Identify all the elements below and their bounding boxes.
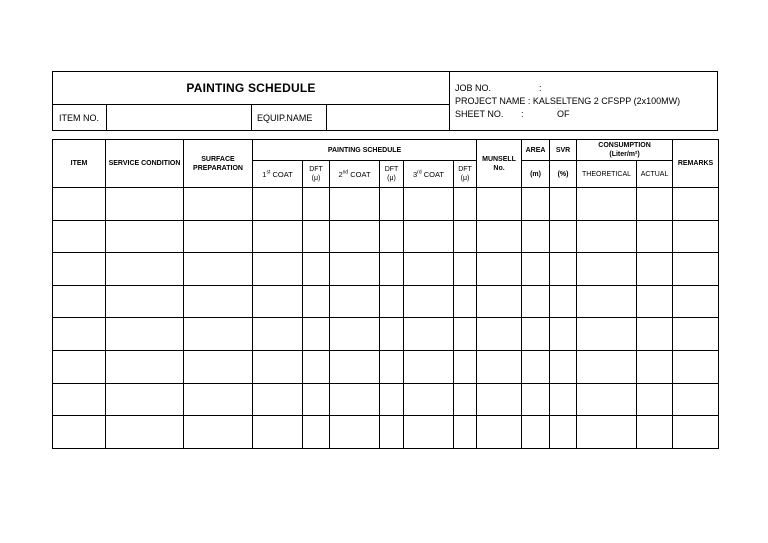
coat3-sup: rd bbox=[417, 169, 422, 175]
table-cell[interactable] bbox=[404, 318, 454, 351]
table-cell[interactable] bbox=[454, 220, 477, 253]
table-cell[interactable] bbox=[550, 220, 577, 253]
table-cell[interactable] bbox=[380, 383, 404, 416]
project-name-value: KALSELTENG 2 CFSPP (2x100MW) bbox=[532, 96, 681, 106]
table-row bbox=[53, 318, 719, 351]
dft-label: DFT bbox=[458, 166, 472, 173]
table-cell[interactable] bbox=[106, 188, 184, 221]
table-cell[interactable] bbox=[550, 416, 577, 449]
col-dft-1 bbox=[303, 161, 330, 188]
equip-name-label: EQUIP.NAME bbox=[257, 113, 313, 123]
table-cell[interactable] bbox=[577, 350, 637, 383]
table-cell[interactable] bbox=[637, 416, 673, 449]
table-cell[interactable] bbox=[477, 318, 522, 351]
table-cell[interactable] bbox=[454, 318, 477, 351]
table-cell[interactable] bbox=[330, 318, 380, 351]
table-cell[interactable] bbox=[673, 285, 719, 318]
table-cell[interactable] bbox=[253, 285, 303, 318]
table-cell[interactable] bbox=[253, 416, 303, 449]
table-cell[interactable] bbox=[522, 188, 550, 221]
dft-label: DFT bbox=[309, 166, 323, 173]
table-cell[interactable] bbox=[330, 188, 380, 221]
table-cell[interactable] bbox=[637, 383, 673, 416]
table-cell[interactable] bbox=[53, 188, 106, 221]
table-cell[interactable] bbox=[404, 416, 454, 449]
table-cell[interactable] bbox=[477, 285, 522, 318]
table-cell[interactable] bbox=[106, 383, 184, 416]
table-body bbox=[53, 188, 719, 449]
coat2-num: 2 bbox=[338, 169, 343, 179]
table-cell[interactable] bbox=[454, 416, 477, 449]
table-cell[interactable] bbox=[380, 350, 404, 383]
table-cell[interactable] bbox=[673, 383, 719, 416]
col-actual: ACTUAL bbox=[637, 161, 673, 188]
table-cell[interactable] bbox=[404, 285, 454, 318]
coat3-label: COAT bbox=[423, 169, 444, 179]
table-row bbox=[53, 188, 719, 221]
dft-unit: (μ) bbox=[460, 175, 470, 182]
table-cell[interactable] bbox=[380, 318, 404, 351]
table-cell[interactable] bbox=[303, 383, 330, 416]
col-remarks: REMARKS bbox=[673, 140, 719, 188]
table-cell[interactable] bbox=[404, 350, 454, 383]
col-munsell bbox=[477, 140, 522, 188]
table-cell[interactable] bbox=[454, 285, 477, 318]
table-cell[interactable] bbox=[184, 285, 253, 318]
col-surface-preparation: SURFACE PREPARATION bbox=[184, 140, 253, 188]
table-cell[interactable] bbox=[522, 253, 550, 286]
table-cell[interactable] bbox=[577, 318, 637, 351]
table-cell[interactable] bbox=[673, 318, 719, 351]
table-cell[interactable] bbox=[53, 318, 106, 351]
dft-label: DFT bbox=[384, 166, 399, 173]
table-cell[interactable] bbox=[522, 416, 550, 449]
table-cell[interactable] bbox=[637, 253, 673, 286]
table-cell[interactable] bbox=[53, 350, 106, 383]
table-cell[interactable] bbox=[184, 383, 253, 416]
table-cell[interactable] bbox=[380, 188, 404, 221]
table-cell[interactable] bbox=[184, 253, 253, 286]
item-no-label: ITEM NO. bbox=[59, 113, 99, 123]
col-item: ITEM bbox=[53, 140, 106, 188]
table-row bbox=[53, 285, 719, 318]
table-cell[interactable] bbox=[522, 383, 550, 416]
table-cell[interactable] bbox=[454, 350, 477, 383]
coat2-sup: nd bbox=[342, 169, 349, 175]
table-row bbox=[53, 220, 719, 253]
sheet-no-row bbox=[455, 109, 570, 119]
col-3rd-coat bbox=[404, 161, 454, 188]
item-no-field[interactable] bbox=[107, 105, 250, 131]
munsell-no-label: No. bbox=[493, 164, 505, 172]
table-cell[interactable] bbox=[577, 416, 637, 449]
table-cell[interactable] bbox=[53, 383, 106, 416]
col-consumption bbox=[577, 140, 673, 161]
col-2nd-coat bbox=[330, 161, 380, 188]
consumption-label: CONSUMPTION bbox=[598, 142, 651, 149]
header-divider bbox=[251, 104, 252, 130]
job-no-row bbox=[455, 83, 542, 93]
col-svr-unit: (%) bbox=[550, 161, 577, 188]
table-cell[interactable] bbox=[303, 350, 330, 383]
table-cell[interactable] bbox=[330, 253, 380, 286]
table-cell[interactable] bbox=[253, 253, 303, 286]
table-cell[interactable] bbox=[577, 285, 637, 318]
table-cell[interactable] bbox=[53, 220, 106, 253]
table-cell[interactable] bbox=[303, 416, 330, 449]
table-cell[interactable] bbox=[330, 285, 380, 318]
dft-unit: (μ) bbox=[311, 175, 321, 182]
table-cell[interactable] bbox=[522, 220, 550, 253]
table-cell[interactable] bbox=[673, 416, 719, 449]
table-cell[interactable] bbox=[303, 188, 330, 221]
table-cell[interactable] bbox=[253, 383, 303, 416]
table-cell[interactable] bbox=[330, 416, 380, 449]
table-cell[interactable] bbox=[637, 318, 673, 351]
table-cell[interactable] bbox=[184, 318, 253, 351]
job-no-label: JOB NO. bbox=[455, 83, 492, 93]
table-cell[interactable] bbox=[550, 318, 577, 351]
table-cell[interactable] bbox=[303, 220, 330, 253]
coat1-label: COAT bbox=[272, 169, 293, 179]
table-cell[interactable] bbox=[673, 350, 719, 383]
table-cell[interactable] bbox=[53, 416, 106, 449]
table-cell[interactable] bbox=[477, 188, 522, 221]
table-cell[interactable] bbox=[637, 188, 673, 221]
table-cell[interactable] bbox=[477, 253, 522, 286]
table-cell[interactable] bbox=[404, 220, 454, 253]
coat1-sup: st bbox=[266, 169, 271, 175]
table-cell[interactable] bbox=[550, 253, 577, 286]
table-cell[interactable] bbox=[253, 188, 303, 221]
table-cell[interactable] bbox=[106, 253, 184, 286]
consumption-unit: (Liter/m²) bbox=[609, 151, 640, 158]
table-row bbox=[53, 383, 719, 416]
coat1-num: 1 bbox=[262, 169, 267, 179]
table-cell[interactable] bbox=[330, 350, 380, 383]
project-name-label: PROJECT NAME : bbox=[455, 96, 531, 106]
table-cell[interactable] bbox=[380, 253, 404, 286]
table-cell[interactable] bbox=[522, 285, 550, 318]
table-cell[interactable] bbox=[380, 220, 404, 253]
table-cell[interactable] bbox=[106, 318, 184, 351]
munsell-label: MUNSELL bbox=[482, 155, 516, 163]
table-cell[interactable] bbox=[454, 253, 477, 286]
table-cell[interactable] bbox=[637, 220, 673, 253]
table-cell[interactable] bbox=[303, 285, 330, 318]
table-cell[interactable] bbox=[550, 285, 577, 318]
table-cell[interactable] bbox=[53, 253, 106, 286]
header-divider bbox=[449, 72, 450, 130]
col-area-unit: (m) bbox=[522, 161, 550, 188]
dft-unit: (μ) bbox=[387, 175, 396, 182]
table-cell[interactable] bbox=[106, 220, 184, 253]
table-cell[interactable] bbox=[184, 416, 253, 449]
table-cell[interactable] bbox=[303, 253, 330, 286]
table-cell[interactable] bbox=[673, 253, 719, 286]
table-cell[interactable] bbox=[106, 350, 184, 383]
job-no-separator: : bbox=[539, 83, 542, 93]
table-cell[interactable] bbox=[454, 188, 477, 221]
table-cell[interactable] bbox=[380, 285, 404, 318]
table-cell[interactable] bbox=[477, 416, 522, 449]
table-cell[interactable] bbox=[404, 383, 454, 416]
table-cell[interactable] bbox=[330, 383, 380, 416]
table-cell[interactable] bbox=[522, 318, 550, 351]
equip-name-field[interactable] bbox=[327, 105, 448, 131]
table-cell[interactable] bbox=[184, 188, 253, 221]
table-cell[interactable] bbox=[637, 285, 673, 318]
project-name-row bbox=[455, 96, 680, 106]
table-cell[interactable] bbox=[253, 350, 303, 383]
table-cell[interactable] bbox=[577, 253, 637, 286]
table-cell[interactable] bbox=[404, 188, 454, 221]
table-cell[interactable] bbox=[477, 220, 522, 253]
table-cell[interactable] bbox=[253, 318, 303, 351]
table-cell[interactable] bbox=[380, 416, 404, 449]
table-cell[interactable] bbox=[673, 220, 719, 253]
col-svr: SVR bbox=[550, 140, 577, 161]
table-cell[interactable] bbox=[106, 416, 184, 449]
table-cell[interactable] bbox=[303, 318, 330, 351]
table-row bbox=[53, 350, 719, 383]
of-label: OF bbox=[557, 109, 570, 119]
table-cell[interactable] bbox=[477, 383, 522, 416]
table-row bbox=[53, 416, 719, 449]
table-cell[interactable] bbox=[673, 188, 719, 221]
table-cell[interactable] bbox=[577, 220, 637, 253]
table-cell[interactable] bbox=[550, 350, 577, 383]
table-cell[interactable] bbox=[477, 350, 522, 383]
table-cell[interactable] bbox=[184, 220, 253, 253]
table-cell[interactable] bbox=[404, 253, 454, 286]
col-1st-coat bbox=[253, 161, 303, 188]
table-cell[interactable] bbox=[330, 220, 380, 253]
table-cell[interactable] bbox=[637, 350, 673, 383]
table-header-row bbox=[53, 140, 719, 161]
col-area: AREA bbox=[522, 140, 550, 161]
coat2-label: COAT bbox=[350, 169, 371, 179]
sheet-no-separator: : bbox=[521, 109, 524, 119]
coat3-num: 3 bbox=[413, 169, 418, 179]
col-dft-2 bbox=[380, 161, 404, 188]
table-cell[interactable] bbox=[522, 350, 550, 383]
form-title: PAINTING SCHEDULE bbox=[186, 81, 316, 95]
table-cell[interactable] bbox=[253, 220, 303, 253]
form-header bbox=[52, 71, 718, 131]
table-row bbox=[53, 253, 719, 286]
col-dft-3 bbox=[454, 161, 477, 188]
table-cell[interactable] bbox=[53, 285, 106, 318]
col-theoretical: THEORETICAL bbox=[577, 161, 637, 188]
sheet-no-label: SHEET NO. bbox=[455, 109, 504, 119]
table-cell[interactable] bbox=[550, 383, 577, 416]
painting-schedule-table bbox=[52, 139, 719, 449]
table-cell[interactable] bbox=[106, 285, 184, 318]
col-painting-schedule: PAINTING SCHEDULE bbox=[253, 140, 477, 161]
table-cell[interactable] bbox=[550, 188, 577, 221]
table-cell[interactable] bbox=[454, 383, 477, 416]
table-cell[interactable] bbox=[184, 350, 253, 383]
col-service-condition: SERVICE CONDITION bbox=[106, 140, 184, 188]
table-cell[interactable] bbox=[577, 188, 637, 221]
table-cell[interactable] bbox=[577, 383, 637, 416]
